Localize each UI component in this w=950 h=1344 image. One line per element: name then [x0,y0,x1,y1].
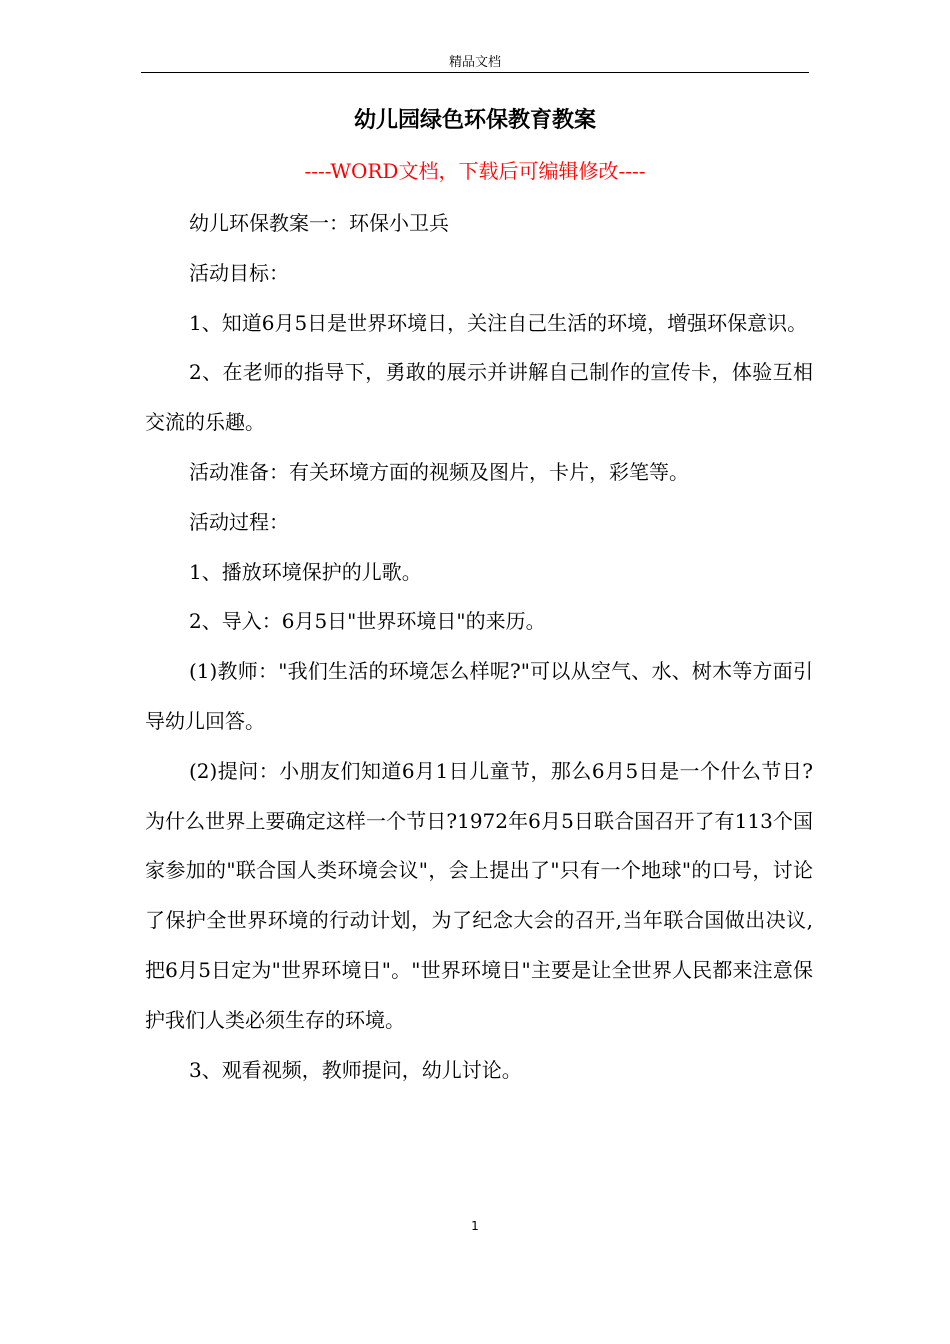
paragraph-objective-2: 2、在老师的指导下，勇敢的展示并讲解自己制作的宣传卡，体验互相交流的乐趣。 [145,360,813,435]
paragraph-objective-1: 1、知道6月5日是世界环境日，关注自己生活的环境，增强环保意识。 [189,310,808,335]
paragraph-step-1: 1、播放环境保护的儿歌。 [189,559,422,584]
document-body [145,199,813,1095]
page-number: 1 [471,1219,479,1233]
paragraph-process-heading: 活动过程： [189,509,289,534]
header-divider [141,72,809,73]
paragraph-step-2: 2、导入：6月5日"世界环境日"的来历。 [189,609,546,634]
paragraph-section-heading: 幼儿环保教案一：环保小卫兵 [189,211,449,235]
page-header: 精品文档 [448,55,501,70]
paragraph-objectives-heading: 活动目标： [189,260,289,285]
paragraph-step-2-2: (2)提问：小朋友们知道6月1日儿童节，那么6月5日是一个什么节日?为什么世界上要确定这样一个节日?1972年6月5日联合国召开了有113个国家参加的"联合国人类环境会议"，会上提出了"只有一个地球"的口号，讨论了保护全世界环境的行动计划，为了纪念大会的召开,当年联合国做出决议,把6月5日定为"世界环境日"。"世界环境日"主要是让全世界人民都来注意保护我们人类必须生存的环境。 [145,758,813,1032]
paragraph-preparation: 活动准备：有关环境方面的视频及图片，卡片，彩笔等。 [189,459,689,484]
paragraph-step-2-1: (1)教师："我们生活的环境怎么样呢?"可以从空气、水、树木等方面引导幼儿回答。 [145,659,813,733]
paragraph-step-3: 3、观看视频，教师提问，幼儿讨论。 [189,1057,522,1082]
document-title: 幼儿园绿色环保教育教案 [353,108,596,133]
document-subtitle: ----WORD文档，下载后可编辑修改---- [304,159,646,183]
